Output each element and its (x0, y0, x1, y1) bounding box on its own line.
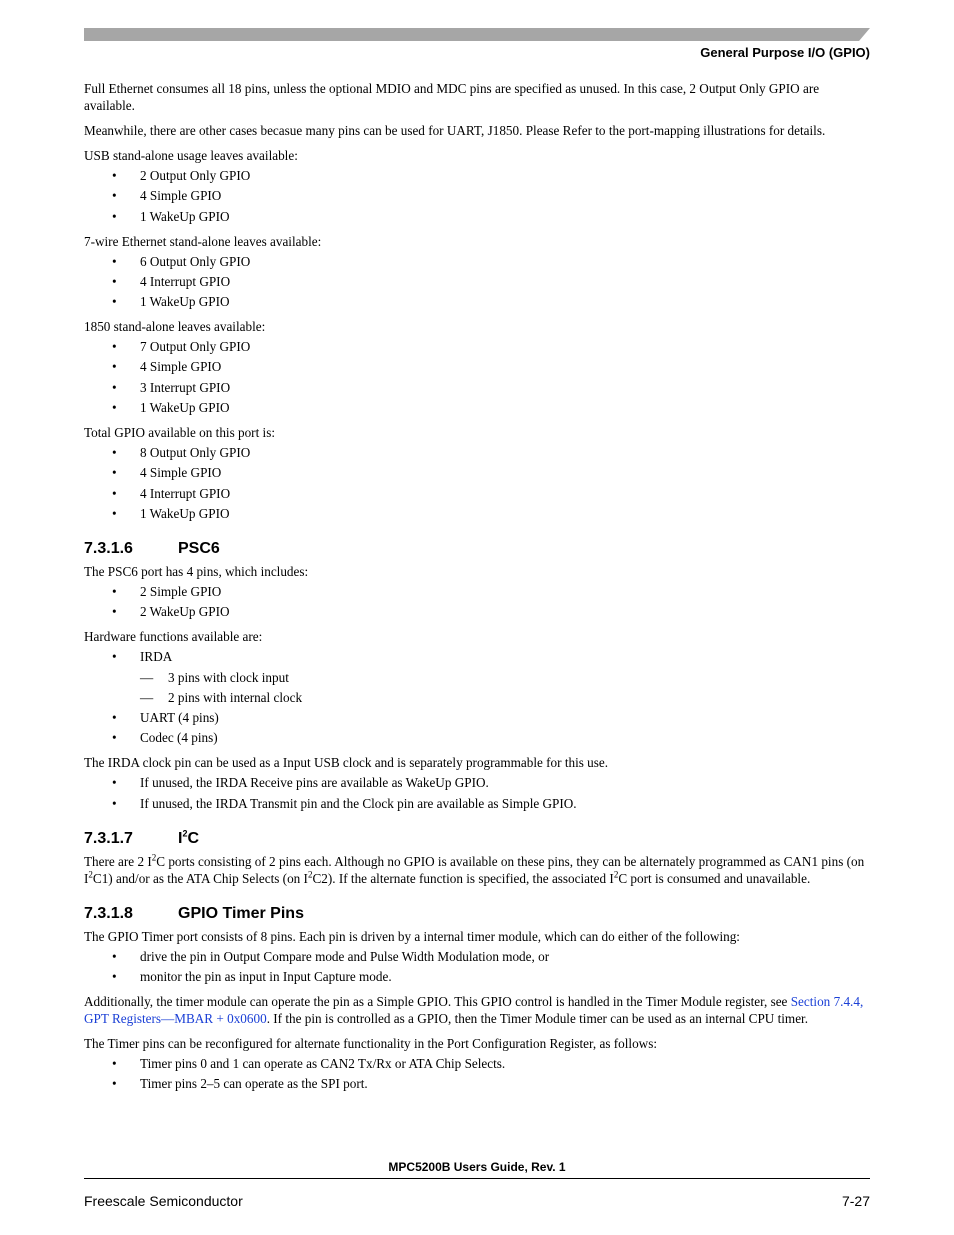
paragraph: Meanwhile, there are other cases becasue many pins can be used for UART, J1850. Please Refer to the port-mapping illustrations for details. (84, 123, 826, 138)
list-lead: The PSC6 port has 4 pins, which includes: (84, 563, 309, 579)
list-item: • 8 Output Only GPIO (112, 445, 251, 461)
bullet: • (112, 400, 117, 416)
bullet: • (112, 505, 117, 521)
list-item: • 1 WakeUp GPIO (112, 505, 230, 521)
hw-functions-list (84, 648, 870, 746)
list-item: • 4 Interrupt GPIO (112, 273, 231, 289)
bullet: • (112, 710, 117, 726)
bullet: • (112, 359, 117, 375)
list-item: • 2 Simple GPIO (112, 583, 222, 599)
eth7-list (84, 253, 870, 311)
paragraph: Additionally, the timer module can operate the pin as a Simple GPIO. This GPIO control is handled in the Timer Module register, see Section 7.4.4, GPT Registers—MBAR + 0x0600. If the pin is controlled as a GPIO, then the Timer Module timer can be used as an internal CPU timer. (84, 994, 864, 1027)
bullet: • (112, 583, 117, 599)
footer-guide-title: MPC5200B Users Guide, Rev. 1 (388, 1160, 566, 1174)
usb-list (84, 167, 870, 225)
list-item: • 2 Output Only GPIO (112, 168, 251, 183)
bullet: • (112, 1056, 117, 1072)
list-lead: Total GPIO available on this port is: (84, 425, 275, 441)
footer-company: Freescale Semiconductor (84, 1193, 243, 1209)
sub-list-item: — 3 pins with clock input (140, 669, 289, 685)
bullet: • (112, 168, 117, 183)
list-item: • IRDA (112, 649, 173, 665)
list-lead: The Timer pins can be reconfigured for alternate functionality in the Port Configuration Register, as follows: (84, 1036, 657, 1052)
list-item: • If unused, the IRDA Receive pins are available as WakeUp GPIO. (112, 775, 489, 791)
list-item: • 4 Simple GPIO (112, 465, 222, 481)
timer-list (84, 948, 870, 985)
bullet: • (112, 465, 117, 481)
footer-page-number: 7-27 (841, 1193, 870, 1209)
list-item: • drive the pin in Output Compare mode and Pulse Width Modulation mode, or (112, 948, 550, 964)
list-lead: USB stand-alone usage leaves available: (84, 148, 298, 163)
header-bar (84, 28, 870, 41)
bullet: • (112, 795, 117, 811)
list-item: • UART (4 pins) (112, 710, 219, 726)
irda-list (84, 774, 870, 811)
bullet: • (112, 649, 117, 665)
list-lead: 1850 stand-alone leaves available: (84, 319, 266, 335)
footer-rule (84, 1178, 870, 1179)
list-item: • 4 Simple GPIO (112, 188, 222, 204)
bullet: • (112, 188, 117, 204)
list-item: • 6 Output Only GPIO (112, 253, 251, 269)
list-lead: The GPIO Timer port consists of 8 pins. Each pin is driven by a internal timer module, which can do either of the following: (84, 928, 740, 944)
bullet: • (112, 969, 117, 985)
list-item: • 1 WakeUp GPIO (112, 400, 230, 416)
list-item: • monitor the pin as input in Input Capture mode. (112, 969, 392, 985)
list-item: • 4 Interrupt GPIO (112, 485, 231, 501)
bullet: • (112, 253, 117, 269)
list-lead: Hardware functions available are: (84, 629, 263, 645)
paragraph: The IRDA clock pin can be used as a Input USB clock and is separately programmable for this use. (84, 755, 609, 771)
bullet: • (112, 948, 117, 964)
j1850-list (84, 338, 870, 416)
dash: — (140, 669, 154, 685)
bullet: • (112, 273, 117, 289)
section-heading-i2c: 7.3.1.7 $I^2C$ (84, 828, 200, 847)
list-item: • 3 Interrupt GPIO (112, 379, 231, 395)
list-item: • 1 WakeUp GPIO (112, 208, 230, 224)
bullet: • (112, 445, 117, 461)
psc6-list (84, 583, 870, 620)
list-item: • Timer pins 0 and 1 can operate as CAN2 Tx/Rx or ATA Chip Selects. (112, 1056, 506, 1072)
section-heading-psc6: 7.3.1.6 PSC6 (84, 539, 220, 557)
bullet: • (112, 730, 117, 746)
total-list (84, 444, 870, 522)
bullet: • (112, 485, 117, 501)
bullet: • (112, 379, 117, 395)
bullet: • (112, 775, 117, 791)
bullet: • (112, 339, 117, 355)
sub-list-item: — 2 pins with internal clock (140, 689, 303, 705)
running-header-title: General Purpose I/O (GPIO) (700, 45, 870, 60)
paragraph: There are 2 $I^2C$ ports consisting of 2 pins each. Although no GPIO is available on these pins, they can be alternately programmed as CAN1 pins (on $I^2C1$) and/or as the ATA Chip Selects (on $I^2C2$). If the alternate function is specified, the associated $I^2C$ port is consumed and unavailable. (84, 852, 865, 886)
list-item: • Codec (4 pins) (112, 730, 218, 746)
bullet: • (112, 208, 117, 224)
dash: — (140, 689, 154, 705)
list-lead: 7-wire Ethernet stand-alone leaves available: (84, 233, 322, 249)
page-body (84, 80, 870, 1100)
bullet: • (112, 294, 117, 310)
list-item: • 1 WakeUp GPIO (112, 294, 230, 310)
reconf-list (84, 1055, 870, 1092)
paragraph: Full Ethernet consumes all 18 pins, unless the optional MDIO and MDC pins are specified as unused. In this case, 2 Output Only GPIO are available. (84, 81, 820, 113)
section-heading-gpio-timer: 7.3.1.8 GPIO Timer Pins (84, 904, 304, 922)
list-item: • 7 Output Only GPIO (112, 339, 251, 355)
list-item: • 2 WakeUp GPIO (112, 604, 230, 620)
bullet: • (112, 1076, 117, 1092)
list-item: • 4 Simple GPIO (112, 359, 222, 375)
list-item: • If unused, the IRDA Transmit pin and the Clock pin are available as Simple GPIO. (112, 795, 577, 811)
bullet: • (112, 604, 117, 620)
section-link[interactable]: Section 7.4.4, GPT Registers—MBAR + 0x0600 (84, 994, 864, 1027)
list-item: • Timer pins 2–5 can operate as the SPI port. (112, 1076, 368, 1092)
